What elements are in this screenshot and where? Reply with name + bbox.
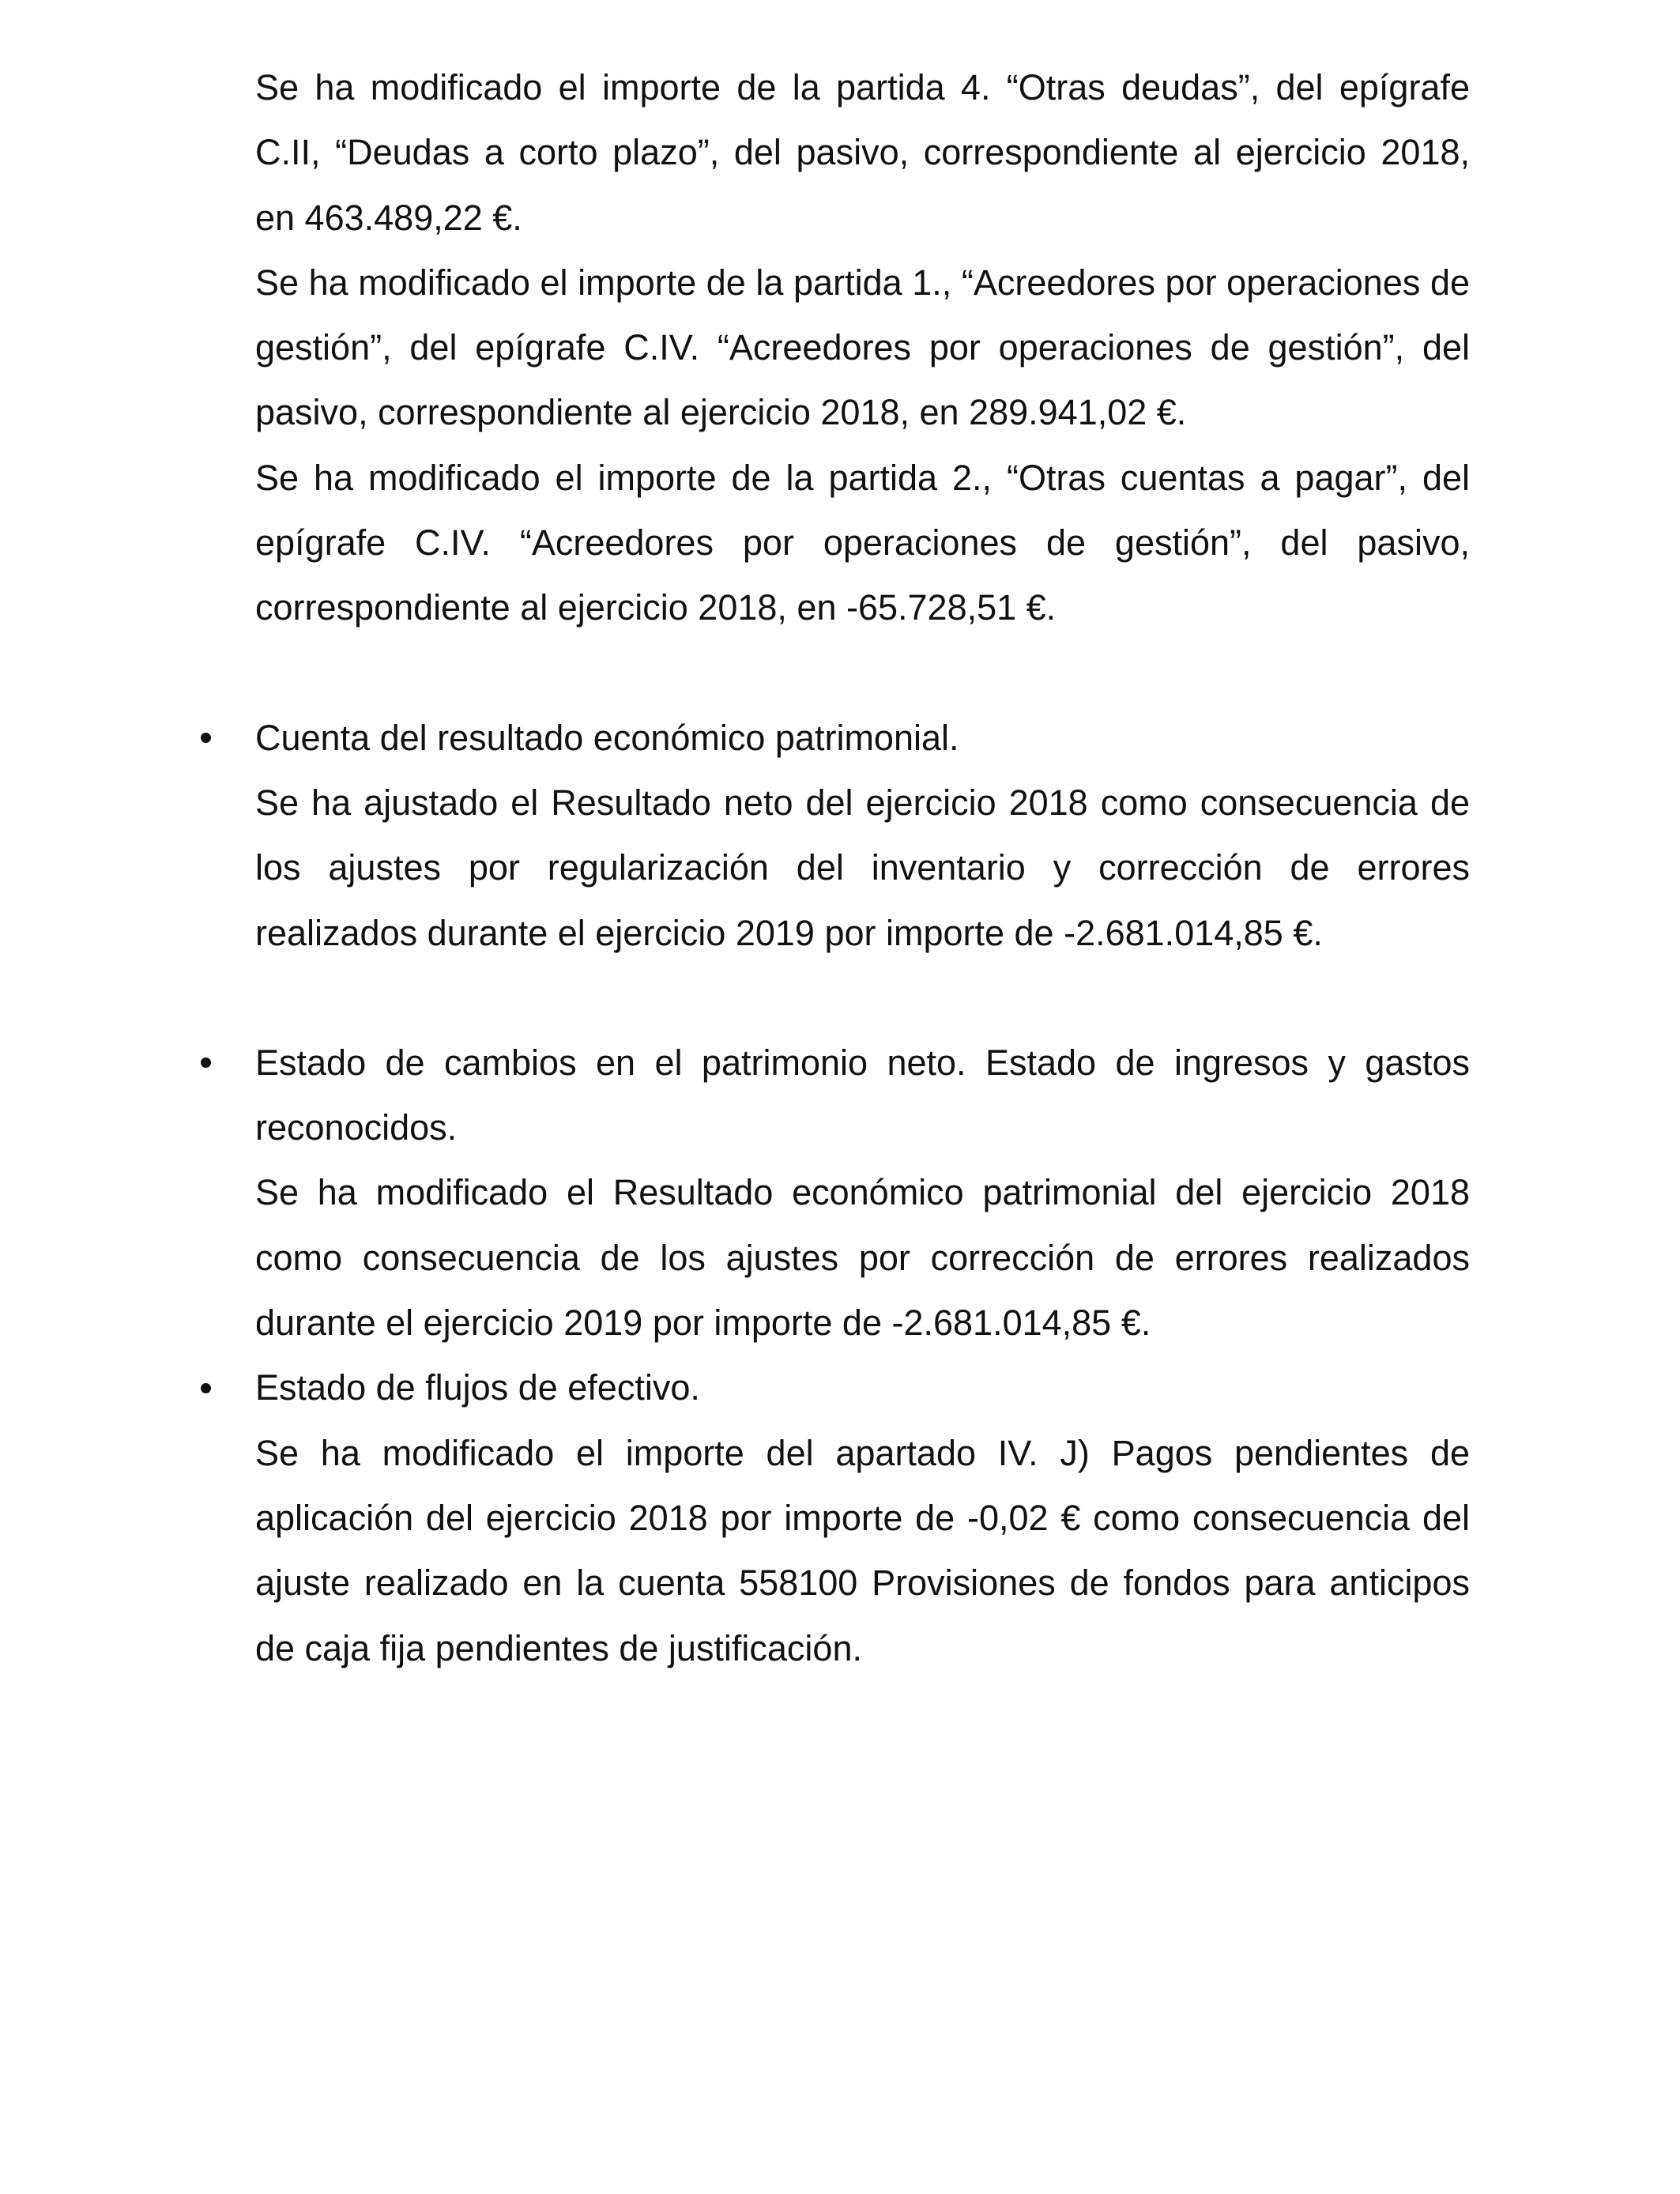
bullet-icon xyxy=(194,1031,217,1095)
paragraph-otras-cuentas-pagar: Se ha modificado el importe de la partida 2., “Otras cuentas a pagar”, del epígrafe C.IV. “Acreedores por operaciones de gestión”, del pasivo, correspondiente al ejercicio 2018, en -65.728,51 €. xyxy=(255,457,1470,628)
paragraph-acreedores-operaciones: Se ha modificado el importe de la partida 1., “Acreedores por operaciones de gestión”, del epígrafe C.IV. “Acreedores por operaciones de gestión”, del pasivo, correspondiente al ejercicio 2018, en 289.941,02 €. xyxy=(255,262,1470,433)
document-body xyxy=(255,55,1470,1681)
bullet-icon xyxy=(194,706,217,771)
bullet-body: Se ha modificado el Resultado económico patrimonial del ejercicio 2018 como consecuencia de los ajustes por corrección de errores realizados durante el ejercicio 2019 por importe de -2.681.014,85 €. xyxy=(255,1172,1470,1344)
bullet-heading: Estado de flujos de efectivo. xyxy=(255,1367,700,1408)
bullet-item-cambios-patrimonio xyxy=(255,1031,1470,1355)
bullet-icon xyxy=(194,1355,217,1420)
bullet-body: Se ha ajustado el Resultado neto del ejercicio 2018 como consecuencia de los ajustes por regularización del inventario y corrección de errores realizados durante el ejercicio 2019 por importe de -2.681.014,85 €. xyxy=(255,782,1470,953)
bullet-item-flujos-efectivo xyxy=(255,1355,1470,1680)
bullet-item-resultado-economico xyxy=(255,706,1470,966)
spacer xyxy=(255,966,1470,1031)
bullet-body: Se ha modificado el importe del apartado IV. J) Pagos pendientes de aplicación del ejercicio 2018 por importe de -0,02 € como consecuencia del ajuste realizado en la cuenta 558100 Provisiones de fondos para anticipos de caja fija pendientes de justificación. xyxy=(255,1432,1470,1668)
paragraph-otras-deudas: Se ha modificado el importe de la partida 4. “Otras deudas”, del epígrafe C.II, “Deudas a corto plazo”, del pasivo, correspondiente al ejercicio 2018, en 463.489,22 €. xyxy=(255,67,1470,238)
spacer xyxy=(255,641,1470,706)
bullet-heading: Estado de cambios en el patrimonio neto. Estado de ingresos y gastos reconocidos. xyxy=(255,1042,1470,1148)
bullet-heading: Cuenta del resultado económico patrimonial. xyxy=(255,717,959,758)
